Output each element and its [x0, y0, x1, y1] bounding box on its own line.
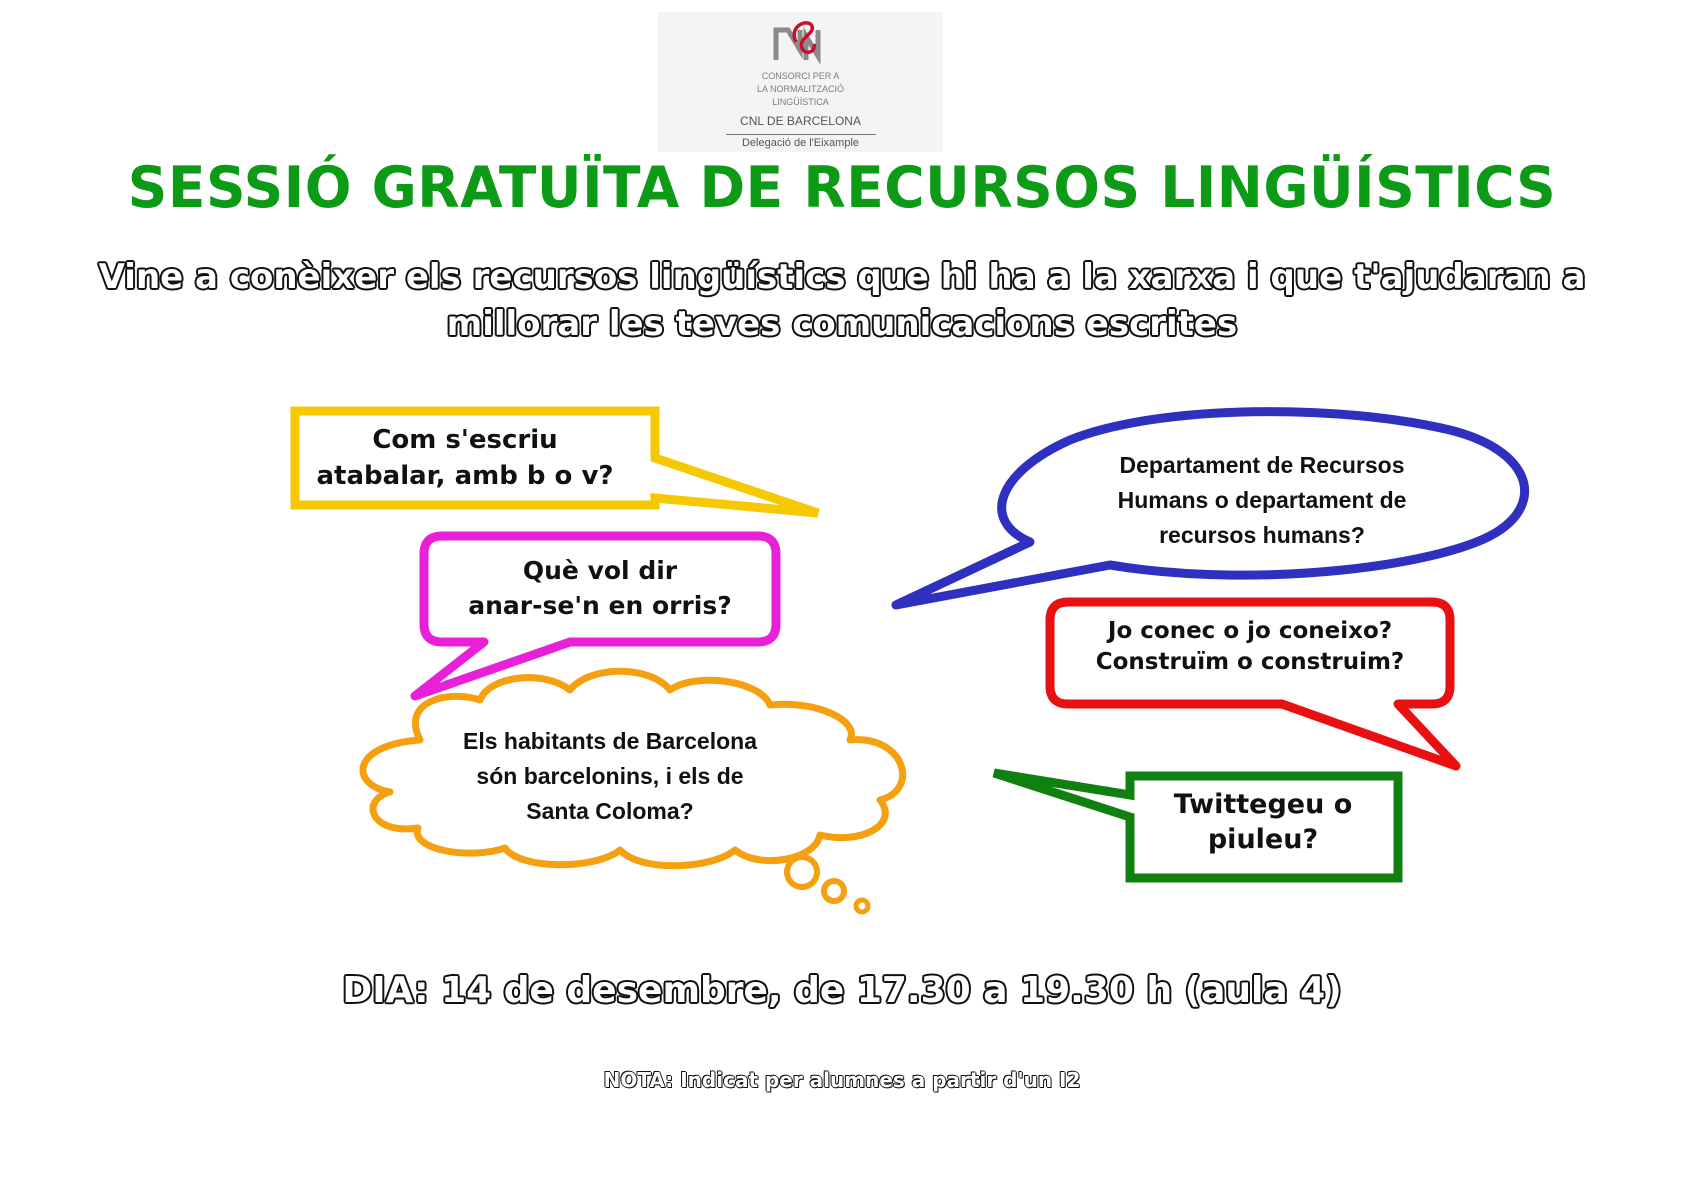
thought-dot-large — [787, 857, 817, 887]
orange-line-2: són barcelonins, i els de — [476, 763, 744, 789]
pink-line-1: Què vol dir — [522, 556, 678, 585]
logo-line-3: LINGÜÍSTICA — [772, 97, 829, 107]
blue-line-2: Humans o departament de — [1117, 487, 1407, 513]
orange-line-3: Santa Coloma? — [526, 798, 694, 824]
green-line-1: Twittegeu o — [1173, 789, 1353, 820]
pink-line-2: anar-se'n en orris? — [468, 591, 732, 620]
page-title: SESSIÓ GRATUÏTA DE RECURSOS LINGÜÍSTICS — [127, 153, 1557, 221]
orange-line-1: Els habitants de Barcelona — [463, 728, 757, 754]
session-date: DIA: 14 de desembre, de 17.30 a 19.30 h (aula 4) — [342, 970, 1342, 1011]
red-bubble-text — [1060, 616, 1440, 678]
red-line-2: Construïm o construim? — [1095, 649, 1405, 675]
subtitle-line-2: millorar les teves comunicacions escrites — [446, 304, 1238, 344]
green-line-2: piuleu? — [1207, 824, 1319, 855]
green-bubble-text — [1138, 787, 1388, 857]
logo-line-2: LA NORMALITZACIÓ — [756, 84, 845, 94]
thought-dot-medium — [824, 881, 844, 901]
yellow-line-2: atabalar, amb b o v? — [316, 461, 614, 491]
blue-bubble-text — [1062, 448, 1462, 553]
thought-dot-small — [856, 900, 868, 912]
subtitle-line-1: Vine a conèixer els recursos lingüístics que hi ha a la xarxa i que t'ajudaran a — [98, 257, 1586, 297]
blue-line-3: recursos humans? — [1159, 522, 1365, 548]
logo-line-1: CONSORCI PER A — [761, 71, 840, 81]
red-line-1: Jo conec o jo coneixo? — [1107, 618, 1393, 644]
blue-line-1: Departament de Recursos — [1119, 452, 1405, 478]
pink-bubble-text — [430, 553, 770, 623]
note-text: NOTA: Indicat per alumnes a partir d'un I2 — [603, 1068, 1081, 1092]
yellow-bubble-text — [300, 422, 630, 494]
logo-delegation: Delegació de l'Eixample — [741, 137, 860, 149]
logo-office: CNL DE BARCELONA — [740, 114, 861, 128]
orange-bubble-text — [440, 724, 780, 829]
yellow-line-1: Com s'escriu — [372, 425, 558, 455]
